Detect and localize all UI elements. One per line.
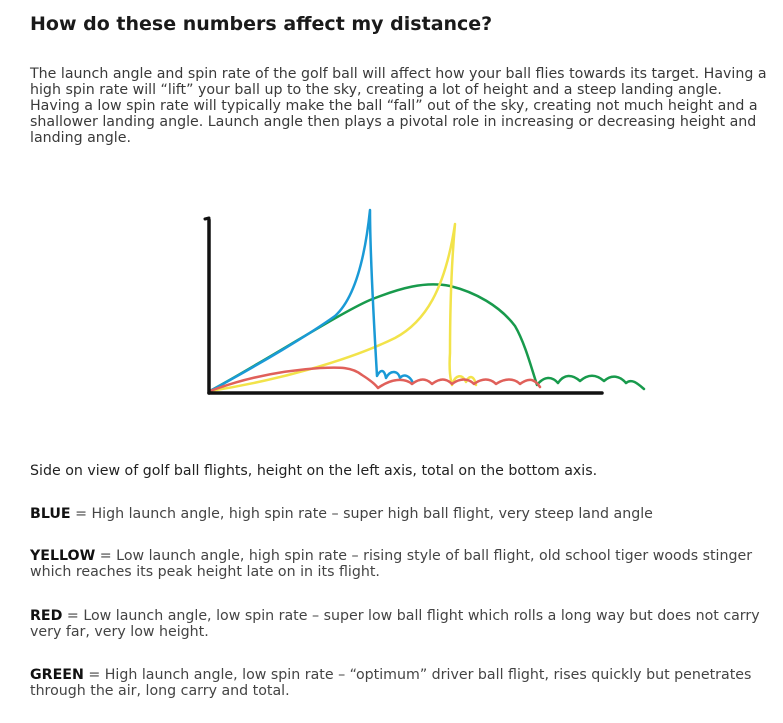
blue-flight-line xyxy=(210,210,413,391)
red-flight-line xyxy=(210,368,540,391)
diagram-caption: Side on view of golf ball flights, height on the left axis, total on the bottom axis. xyxy=(30,463,598,479)
legend-blue-sep: = xyxy=(70,506,92,522)
legend-yellow-text: Low launch angle, high spin rate – rising style of ball flight, old school tiger woods stinger which reaches its peak height late on in its flight. xyxy=(30,548,753,580)
intro-paragraph: The launch angle and spin rate of the golf ball will affect how your ball flies towards its target. Having a high spin rate will “lift” your ball up to the sky, creating a lot of height and a steep landing angle. Having a low spin rate will typically make the ball “fall” out of the sky, creating not much height and a shallower landing angle. Launch angle then plays a pivotal role in increasing or decreasing height and landing angle. xyxy=(30,66,767,146)
legend-green-sep: = xyxy=(83,667,105,683)
legend-red-text: Low launch angle, low spin rate – super low ball flight which rolls a long way but does not carry very far, very low height. xyxy=(30,608,760,640)
legend-red-sep: = xyxy=(62,608,84,624)
legend-green-label: GREEN xyxy=(30,667,84,683)
legend-blue-label: BLUE xyxy=(30,506,71,522)
legend-yellow-sep: = xyxy=(95,548,117,564)
legend-blue xyxy=(30,506,770,522)
legend-green xyxy=(30,667,770,699)
legend-green-text: High launch angle, low spin rate – “optimum” driver ball flight, rises quickly but penetrates through the air, long carry and total. xyxy=(30,667,752,699)
legend-red xyxy=(30,608,770,640)
height-axis-tick xyxy=(205,218,209,219)
section-heading: How do these numbers affect my distance? xyxy=(30,13,493,35)
legend-yellow-label: YELLOW xyxy=(30,548,96,564)
legend-yellow xyxy=(30,548,770,580)
ball-flight-diagram xyxy=(200,198,660,408)
legend-red-label: RED xyxy=(30,608,63,624)
legend-blue-text: High launch angle, high spin rate – super high ball flight, very steep land angle xyxy=(91,506,653,522)
green-flight-line xyxy=(210,284,644,391)
